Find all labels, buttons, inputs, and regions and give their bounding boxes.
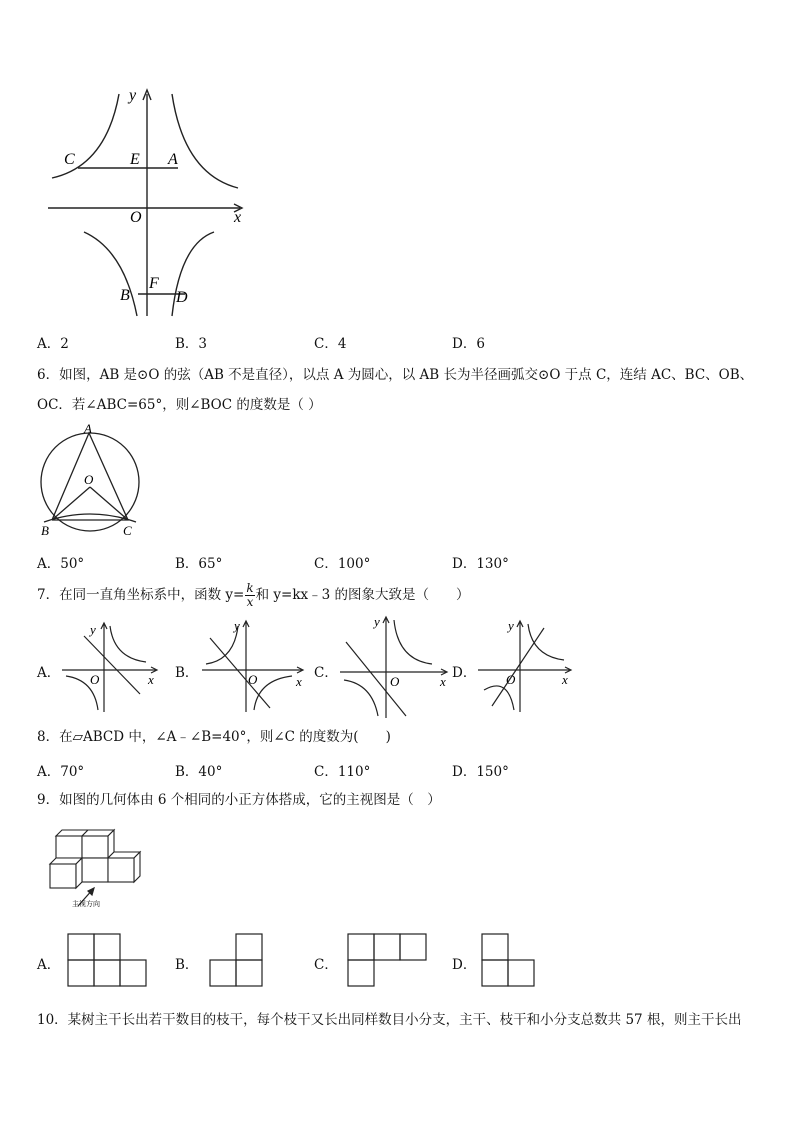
q7a-label-o: O (90, 672, 100, 687)
q7-fraction-numerator: k (246, 581, 254, 595)
q7-graph-b[interactable] (198, 618, 310, 714)
q7c-label-x: x (440, 674, 446, 689)
q9-option-a-letter[interactable]: A． (37, 957, 61, 973)
q7-graph-d[interactable] (474, 618, 576, 714)
q6-option-a[interactable]: A．50° (37, 556, 85, 572)
q9-cubes-figure (42, 824, 146, 914)
q9-option-b-letter[interactable]: B． (175, 957, 199, 973)
q7b-label-o: O (248, 672, 258, 687)
q7-option-a-letter[interactable]: A． (37, 665, 61, 681)
q8-option-c[interactable]: C．110° (314, 764, 371, 780)
q6-label-a: A (84, 422, 92, 436)
q9-stem: 9．如图的几何体由 6 个相同的小正方体搭成，它的主视图是（ ） (37, 792, 441, 808)
q5-hyperbola-figure (40, 84, 260, 320)
q8-option-b[interactable]: B．40° (175, 764, 223, 780)
q6-stem-line1: 6．如图，AB 是⊙O 的弦（AB 不是直径），以点 A 为圆心，以 AB 长为半径画弧交⊙O 于点 C，连结 AC、BC、OB、 (37, 367, 754, 383)
q6-label-o: O (84, 472, 94, 487)
q6-stem-line2: OC．若∠ABC=65°，则∠BOC 的度数是（ ） (37, 397, 322, 413)
q5-option-c[interactable]: C．4 (314, 336, 347, 352)
q9-direction-label: 主视方向 (72, 900, 100, 908)
q5-option-b[interactable]: B．3 (175, 336, 208, 352)
q5-label-b: B (120, 287, 130, 304)
q5-option-a[interactable]: A．2 (37, 336, 69, 352)
q7-option-b-letter[interactable]: B． (175, 665, 199, 681)
q7-stem-suffix: 和 y=kx﹣3 的图象大致是（ ） (255, 587, 470, 603)
q7b-label-x: x (296, 674, 302, 689)
q8-option-d[interactable]: D．150° (452, 764, 509, 780)
q7d-label-x: x (562, 672, 568, 687)
q7-stem (37, 580, 470, 610)
q7-graph-c[interactable] (336, 612, 456, 720)
q7c-label-o: O (390, 674, 400, 689)
q9-option-c-letter[interactable]: C． (314, 957, 338, 973)
q7-option-c-letter[interactable]: C． (314, 665, 338, 681)
q9-option-c-view[interactable] (346, 932, 430, 990)
q5-label-a: A (168, 151, 178, 168)
q7-fraction-denominator: x (246, 595, 254, 609)
q8-stem: 8．在▱ABCD 中，∠A﹣∠B=40°，则∠C 的度数为( ) (37, 729, 391, 745)
q9-option-d-letter[interactable]: D． (452, 957, 477, 973)
q7d-label-y: y (508, 618, 514, 633)
q7c-label-y: y (374, 614, 380, 629)
q7-fraction (245, 582, 254, 609)
q7-graph-a[interactable] (58, 620, 162, 714)
q10-stem: 10．某树主干长出若干数目的枝干，每个枝干又长出同样数目小分支，主干、枝干和小分支总数共 57 根，则主干长出 (37, 1012, 742, 1028)
q7a-label-x: x (148, 672, 154, 687)
q6-label-c: C (123, 523, 132, 538)
q7a-label-y: y (90, 622, 96, 637)
q5-option-d[interactable]: D．6 (452, 336, 485, 352)
q6-option-c[interactable]: C．100° (314, 556, 371, 572)
q6-circle-figure (36, 422, 148, 540)
q5-label-e: E (130, 151, 140, 168)
q5-label-o: O (130, 209, 142, 226)
q9-option-b-view[interactable] (208, 932, 266, 990)
q5-label-x: x (234, 209, 242, 226)
q9-option-d-view[interactable] (480, 932, 538, 990)
q7-stem-prefix: 7．在同一直角坐标系中，函数 y= (37, 587, 245, 603)
q7b-label-y: y (234, 618, 240, 633)
q7d-label-o: O (506, 672, 516, 687)
q5-label-y: y (129, 87, 137, 104)
q8-option-a[interactable]: A．70° (37, 764, 85, 780)
q5-label-d: D (176, 289, 188, 306)
q6-option-b[interactable]: B．65° (175, 556, 223, 572)
q7-option-d-letter[interactable]: D． (452, 665, 477, 681)
q9-option-a-view[interactable] (66, 932, 150, 990)
q5-label-c: C (64, 151, 75, 168)
q6-option-d[interactable]: D．130° (452, 556, 509, 572)
q5-label-f: F (149, 275, 159, 292)
q6-label-b: B (41, 523, 49, 538)
